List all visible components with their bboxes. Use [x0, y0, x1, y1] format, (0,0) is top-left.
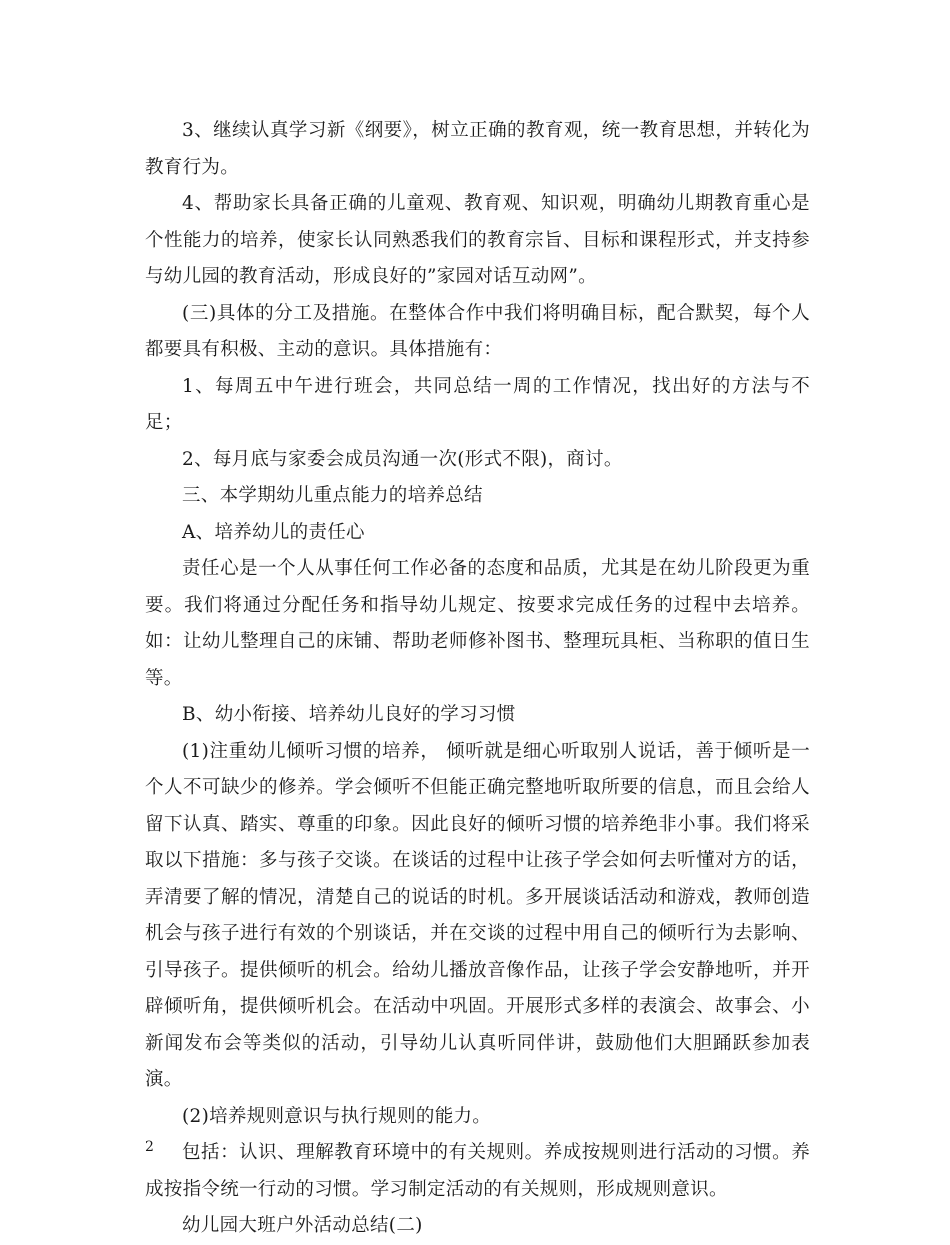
- paragraph-item-4: 4、帮助家长具备正确的儿童观、教育观、知识观，明确幼儿期教育重心是个性能力的培养，使家长认同熟悉我们的教育宗旨、目标和课程形式，并支持参与幼儿园的教育活动，形成良好的”家园对话互动网”。: [145, 193, 810, 287]
- subheading-a: A、培养幼儿的责任心: [182, 521, 365, 543]
- paragraph-next-title: 幼儿园大班户外活动总结(二): [182, 1215, 423, 1236]
- paragraph-listening-habits: (1)注重幼儿倾听习惯的培养， 倾听就是细心听取别人说话，善于倾听是一个人不可缺少的修养。学会倾听不但能正确完整地听取所要的信息，而且会给人留下认真、踏实、尊重的印象。因此良好的倾听习惯的培养绝非小事。我们将采取以下措施：多与孩子交谈。在谈话的过程中让孩子学会如何去听懂对方的话，弄清要了解的情况，清楚自己的说话的时机。多开展谈话活动和游戏，教师创造机会与孩子进行有效的个别谈话，并在交谈的过程中用自己的倾听行为去影响、引导孩子。提供倾听的机会。给幼儿播放音像作品，让孩子学会安静地听，并开辟倾听角，提供倾听机会。在活动中巩固。开展形式多样的表演会、故事会、小新闻发布会等类似的活动，引导幼儿认真听同伴讲，鼓励他们大胆踊跃参加表演。: [145, 740, 810, 1090]
- paragraph-division-measures: (三)具体的分工及措施。在整体合作中我们将明确目标，配合默契，每个人都要具有积极、主动的意识。具体措施有：: [145, 302, 810, 360]
- page-number: 2: [145, 1139, 154, 1155]
- document-body: [145, 113, 810, 1245]
- paragraph-measure-2: 2、每月底与家委会成员沟通一次(形式不限)，商讨。: [182, 448, 623, 470]
- paragraph-rules-awareness: (2)培养规则意识与执行规则的能力。: [182, 1105, 492, 1127]
- paragraph-measure-1: 1、每周五中午进行班会，共同总结一周的工作情况，找出好的方法与不足；: [145, 375, 810, 433]
- section-heading-3: 三、本学期幼儿重点能力的培养总结: [182, 485, 483, 506]
- subheading-b: B、幼小衔接、培养幼儿良好的学习习惯: [182, 704, 516, 725]
- paragraph-responsibility: 责任心是一个人从事任何工作必备的态度和品质，尤其是在幼儿阶段更为重要。我们将通过分配任务和指导幼儿规定、按要求完成任务的过程中去培养。如：让幼儿整理自己的床铺、帮助老师修补图书、整理玩具柜、当称职的值日生等。: [145, 558, 810, 689]
- paragraph-item-3: 3、继续认真学习新《纲要》，树立正确的教育观，统一教育思想，并转化为教育行为。: [145, 120, 810, 178]
- paragraph-rules-includes: 包括：认识、理解教育环境中的有关规则。养成按规则进行活动的习惯。养成按指令统一行动的习惯。学习制定活动的有关规则，形成规则意识。: [145, 1142, 810, 1200]
